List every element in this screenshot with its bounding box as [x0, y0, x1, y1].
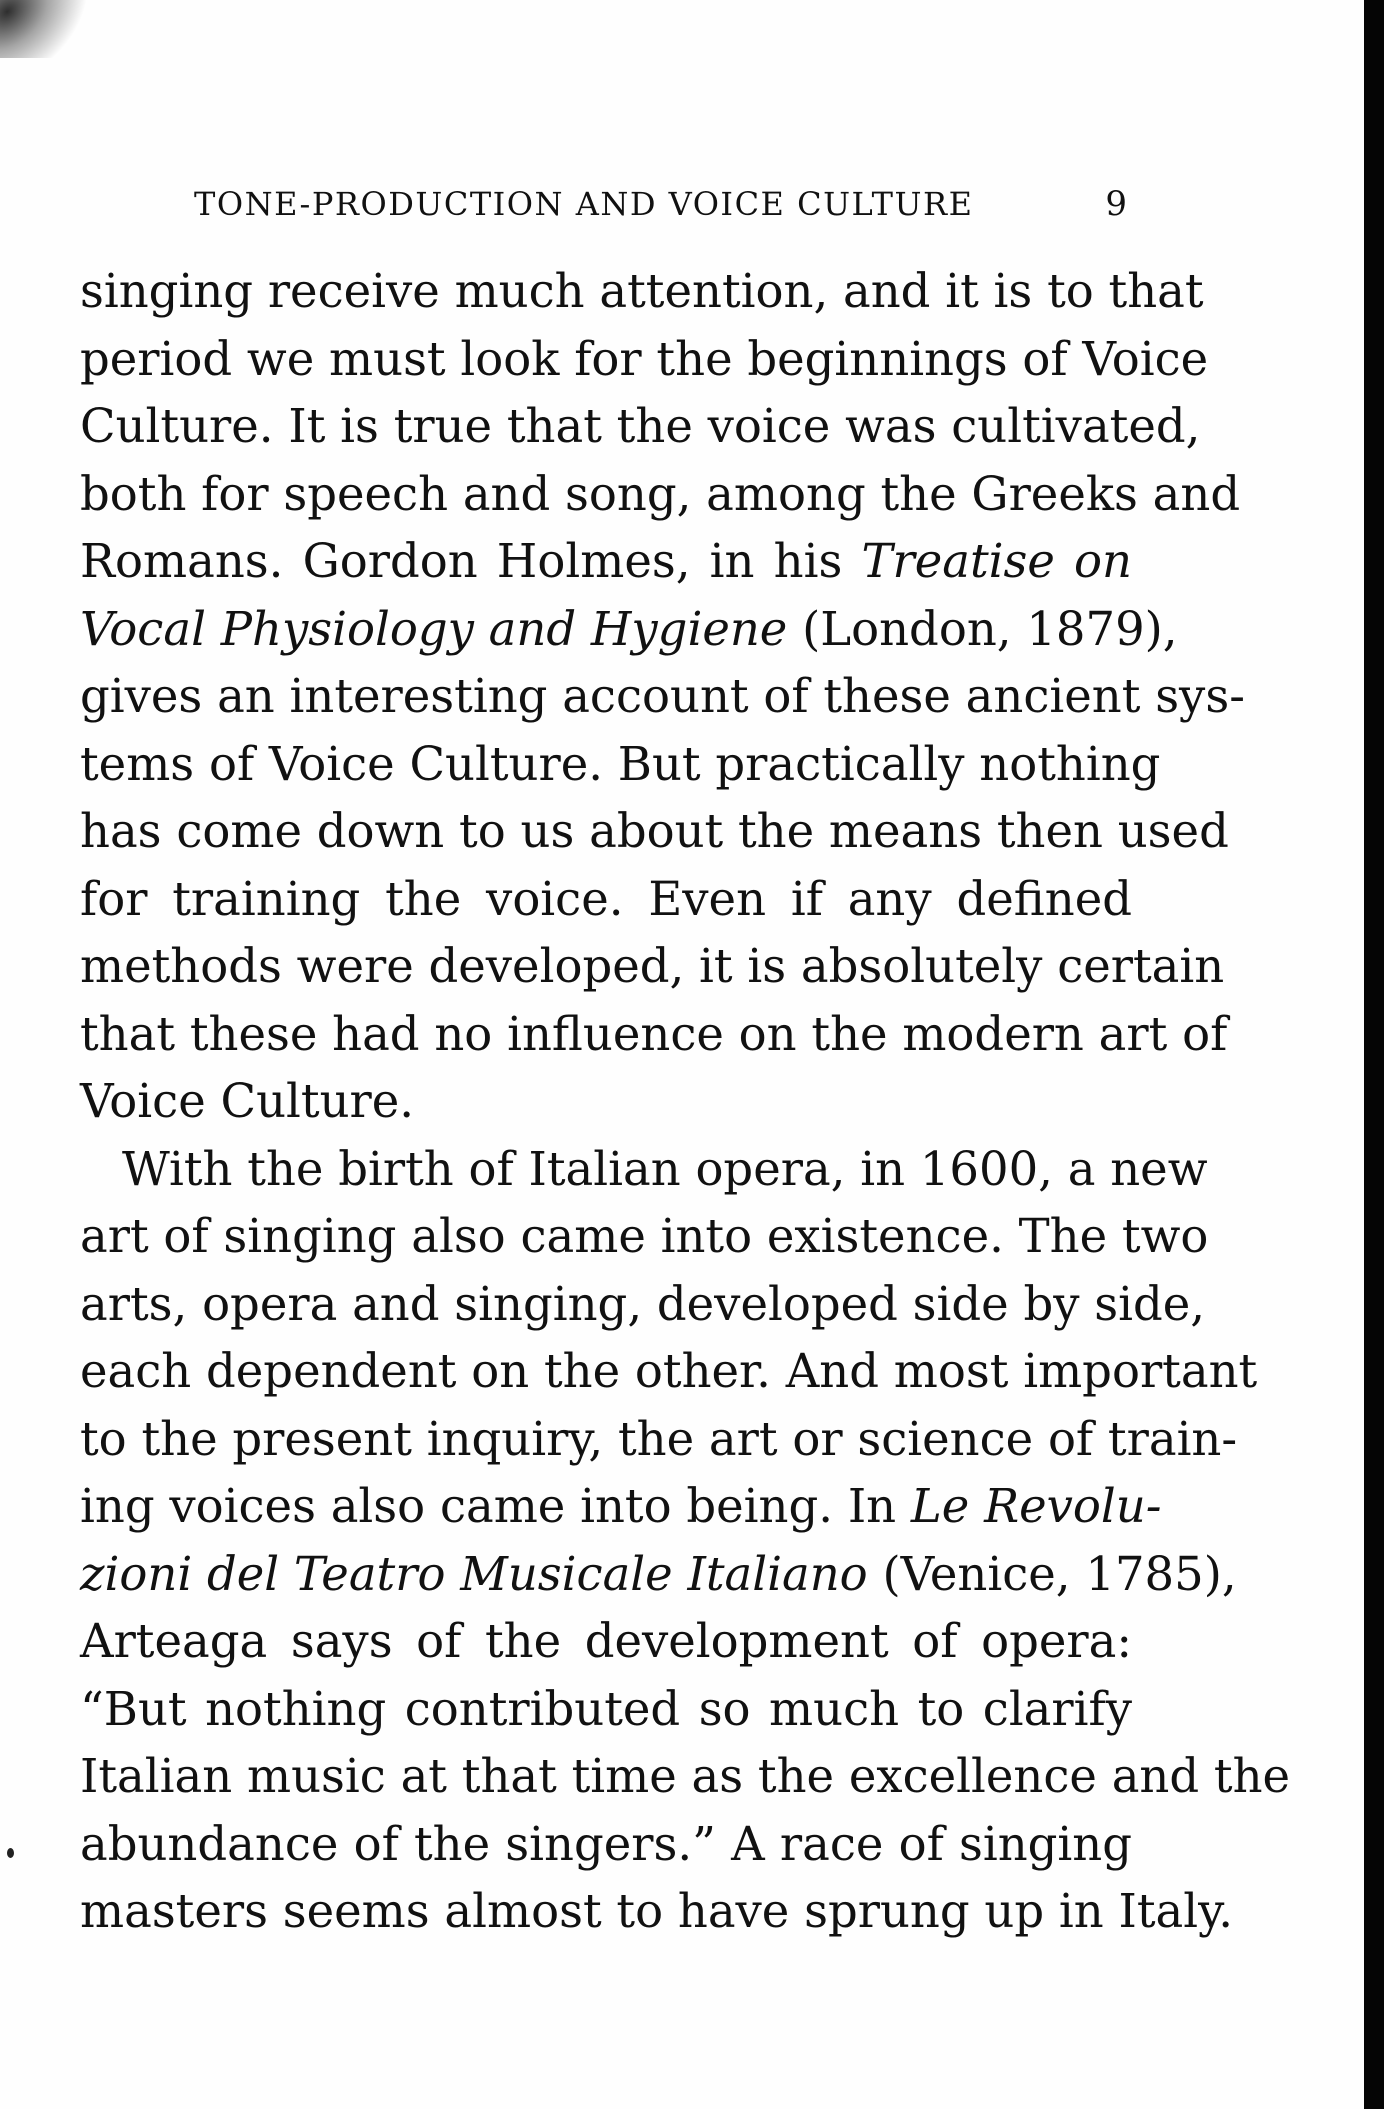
text-line-19-lead: ing voices also came into being. In	[80, 1479, 911, 1533]
text-line-23: Italian music at that time as the excellence and the	[80, 1749, 1291, 1803]
text-line-8: tems of Voice Culture. But practically nothing	[80, 736, 1161, 791]
text-line-1: singing receive much attention, and it is to that	[80, 264, 1204, 318]
treatise-title: Treatise on	[861, 534, 1132, 588]
text-line-4: both for speech and song, among the Greeks and	[80, 466, 1241, 521]
page-number: 9	[1105, 184, 1128, 224]
text-line-2: period we must look for the beginnings of Voice	[80, 331, 1209, 386]
revoluzioni-title-end: zioni del Teatro Musicale Italiano	[80, 1546, 868, 1601]
body-text	[80, 258, 1291, 1946]
text-line-13: Voice Culture.	[80, 1074, 415, 1128]
text-line-12: that these had no influence on the modern art of	[80, 1006, 1228, 1061]
running-header	[194, 184, 1128, 224]
running-title: TONE-PRODUCTION AND VOICE CULTURE	[194, 185, 974, 223]
text-line-19	[80, 1473, 1162, 1541]
text-line-25: masters seems almost to have sprung up in Italy.	[80, 1884, 1234, 1938]
text-line-7: gives an interesting account of these ancient sys-	[80, 669, 1245, 723]
text-line-5	[80, 528, 1132, 596]
revoluzioni-title-start: Le Revolu-	[910, 1479, 1162, 1533]
page-corner-smudge	[0, 0, 110, 58]
text-line-21: Arteaga says of the development of opera:	[80, 1614, 1132, 1668]
page-edge-shadow	[1364, 0, 1384, 2109]
text-line-20	[80, 1541, 1237, 1609]
text-line-20-rest: (Venice, 1785),	[867, 1546, 1237, 1601]
text-line-11: methods were developed, it is absolutely certain	[80, 939, 1225, 993]
text-line-22: “But nothing contributed so much to clarify	[80, 1681, 1132, 1736]
text-line-15: art of singing also came into existence. The two	[80, 1209, 1209, 1263]
text-line-6-rest: (London, 1879),	[787, 601, 1178, 656]
margin-mark	[7, 1848, 14, 1858]
text-line-5-lead: Romans. Gordon Holmes, in his	[80, 534, 862, 588]
book-title: Vocal Physiology and Hygiene	[80, 601, 788, 656]
text-line-17: each dependent on the other. And most important	[80, 1344, 1258, 1398]
text-line-16: arts, opera and singing, developed side by side,	[80, 1276, 1206, 1331]
text-line-24: abundance of the singers.” A race of singing	[80, 1816, 1132, 1871]
text-line-10: for training the voice. Even if any defined	[80, 871, 1132, 926]
text-line-3: Culture. It is true that the voice was cultivated,	[80, 399, 1201, 453]
text-line-18: to the present inquiry, the art or science of train-	[80, 1411, 1238, 1466]
text-line-9: has come down to us about the means then used	[80, 804, 1229, 858]
text-line-14: With the birth of Italian opera, in 1600, a new	[122, 1141, 1208, 1196]
text-line-6	[80, 596, 1178, 664]
